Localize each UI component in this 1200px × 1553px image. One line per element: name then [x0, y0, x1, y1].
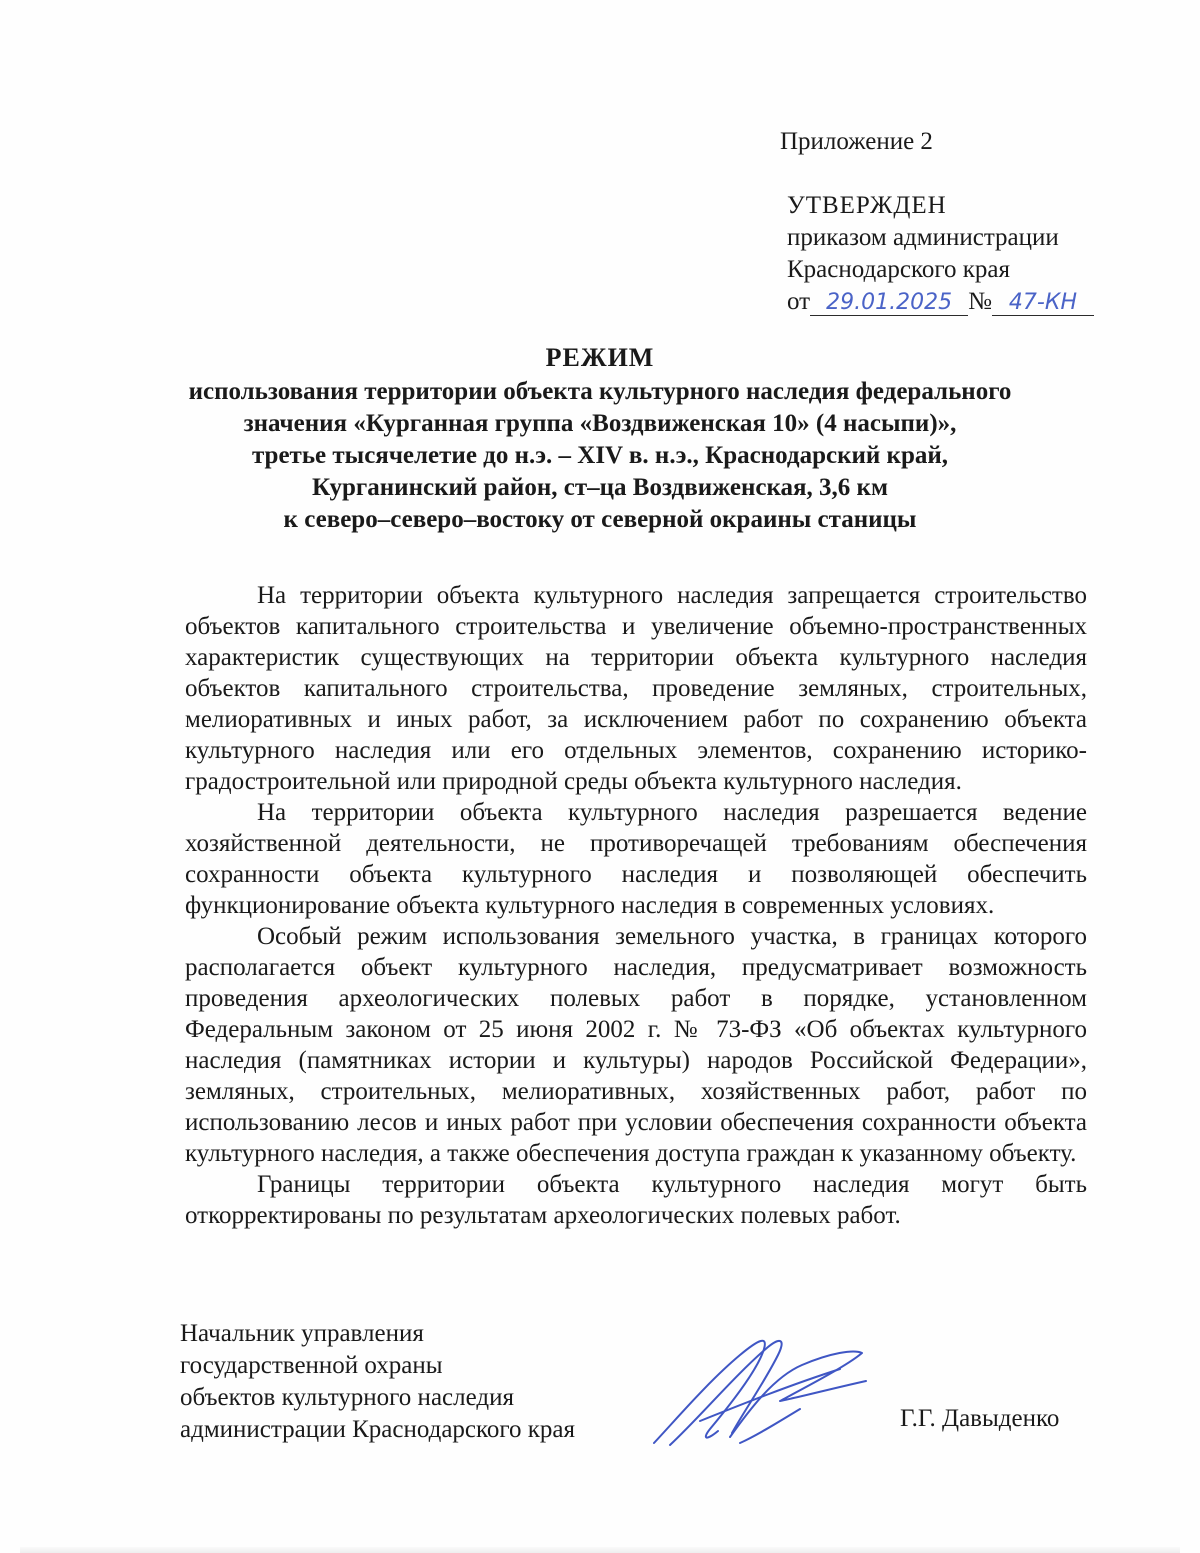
title-heading: РЕЖИМ: [545, 343, 655, 372]
title-line: использования территории объекта культурного наследия федерального: [188, 378, 1012, 405]
position-line: Начальник управления: [180, 1320, 424, 1347]
title-line: к северо–северо–востоку от северной окраины станицы: [283, 506, 917, 533]
handwritten-number: 47-КН: [992, 291, 1094, 316]
position-line: объектов культурного наследия: [180, 1384, 514, 1411]
title-line: третье тысячелетие до н.э. – XIV в. н.э., Краснодарский край,: [251, 442, 949, 469]
document-title: [0, 342, 1200, 536]
approved-region: Краснодарского края: [787, 256, 1010, 283]
body-paragraph: Особый режим использования земельного участка, в границах которого располагается объект культурного наследия, предусматривает возможность проведения археологических полевых работ в порядке, установленном Федеральным законом от 25 июня 2002 г. № 73-ФЗ «Об объектах культурного наследия (памятниках истории и культуры) народов Российской Федерации», земляных, строительных, мелиоративных, хозяйственных работ, работ по использованию лесов и иных работ при условии обеспечения сохранности объекта культурного наследия, а также обеспечения доступа граждан к указанному объекту.: [185, 923, 1087, 1167]
approval-stamp-block: [787, 190, 1094, 318]
handwritten-signature-icon: [640, 1325, 880, 1455]
approved-by-order: приказом администрации: [787, 224, 1059, 251]
body-paragraph: Границы территории объекта культурного наследия могут быть откорректированы по результатам археологических полевых работ.: [185, 1171, 1087, 1229]
position-line: администрации Краснодарского края: [180, 1416, 576, 1443]
body-paragraph: На территории объекта культурного наследия запрещается строительство объектов капитального строительства и увеличение объемно-пространственных характеристик существующих на территории объекта культурного наследия объектов капитального строительства, проведение земляных, строительных, мелиоративных и иных работ, за исключением работ по сохранению объекта культурного наследия или его отдельных элементов, сохранению историко-градостроительной или природной среды объекта культурного наследия.: [185, 582, 1087, 795]
document-body: [185, 580, 1087, 1231]
date-prefix: от: [787, 288, 811, 315]
position-line: государственной охраны: [180, 1352, 443, 1379]
approved-label: УТВЕРЖДЕН: [787, 192, 947, 219]
number-prefix: №: [968, 288, 992, 315]
title-line: Курганинский район, ст–ца Воздвиженская, 3,6 км: [312, 474, 888, 501]
appendix-label: Приложение 2: [780, 128, 933, 155]
scan-bottom-edge: [20, 1547, 1180, 1553]
title-line: значения «Курганная группа «Воздвиженская 10» (4 насыпи)»,: [243, 410, 957, 437]
body-paragraph: На территории объекта культурного наследия разрешается ведение хозяйственной деятельности, не противоречащей требованиям обеспечения сохранности объекта культурного наследия и позволяющей обеспечить функционирование объекта культурного наследия в современных условиях.: [185, 799, 1087, 919]
signatory-position: [180, 1318, 575, 1446]
handwritten-date: 29.01.2025: [810, 291, 968, 316]
approval-date-number-row: [787, 286, 1094, 318]
signatory-name: Г.Г. Давыденко: [900, 1405, 1060, 1432]
